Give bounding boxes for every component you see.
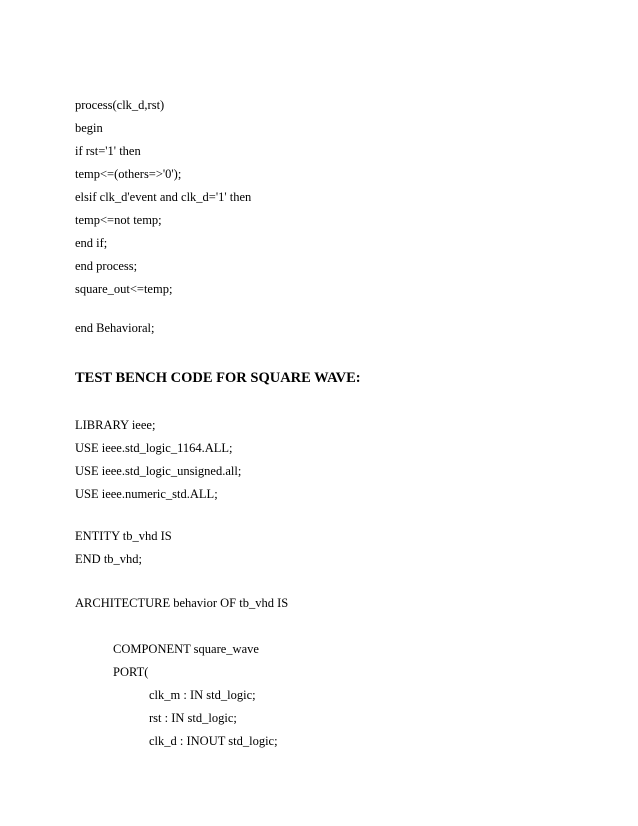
- code-line: if rst='1' then: [75, 144, 141, 158]
- code-line: clk_d : INOUT std_logic;: [149, 734, 278, 748]
- code-line: clk_m : IN std_logic;: [149, 688, 256, 702]
- code-line: USE ieee.std_logic_unsigned.all;: [75, 464, 242, 478]
- section-heading: TEST BENCH CODE FOR SQUARE WAVE:: [75, 370, 361, 386]
- code-line: ENTITY tb_vhd IS: [75, 529, 172, 543]
- code-line: USE ieee.std_logic_1164.ALL;: [75, 441, 233, 455]
- code-line: end if;: [75, 236, 108, 250]
- code-line: end Behavioral;: [75, 321, 155, 335]
- code-line: square_out<=temp;: [75, 282, 173, 296]
- code-line: COMPONENT square_wave: [113, 642, 259, 656]
- code-line: temp<=(others=>'0');: [75, 167, 182, 181]
- code-line: LIBRARY ieee;: [75, 418, 156, 432]
- code-line: rst : IN std_logic;: [149, 711, 237, 725]
- code-line: end process;: [75, 259, 138, 273]
- code-line: process(clk_d,rst): [75, 98, 165, 112]
- code-line: ARCHITECTURE behavior OF tb_vhd IS: [75, 596, 289, 610]
- code-line: PORT(: [113, 665, 149, 679]
- code-line: begin: [75, 121, 103, 135]
- code-line: elsif clk_d'event and clk_d='1' then: [75, 190, 252, 204]
- code-line: temp<=not temp;: [75, 213, 162, 227]
- code-line: USE ieee.numeric_std.ALL;: [75, 487, 218, 501]
- code-line: END tb_vhd;: [75, 552, 143, 566]
